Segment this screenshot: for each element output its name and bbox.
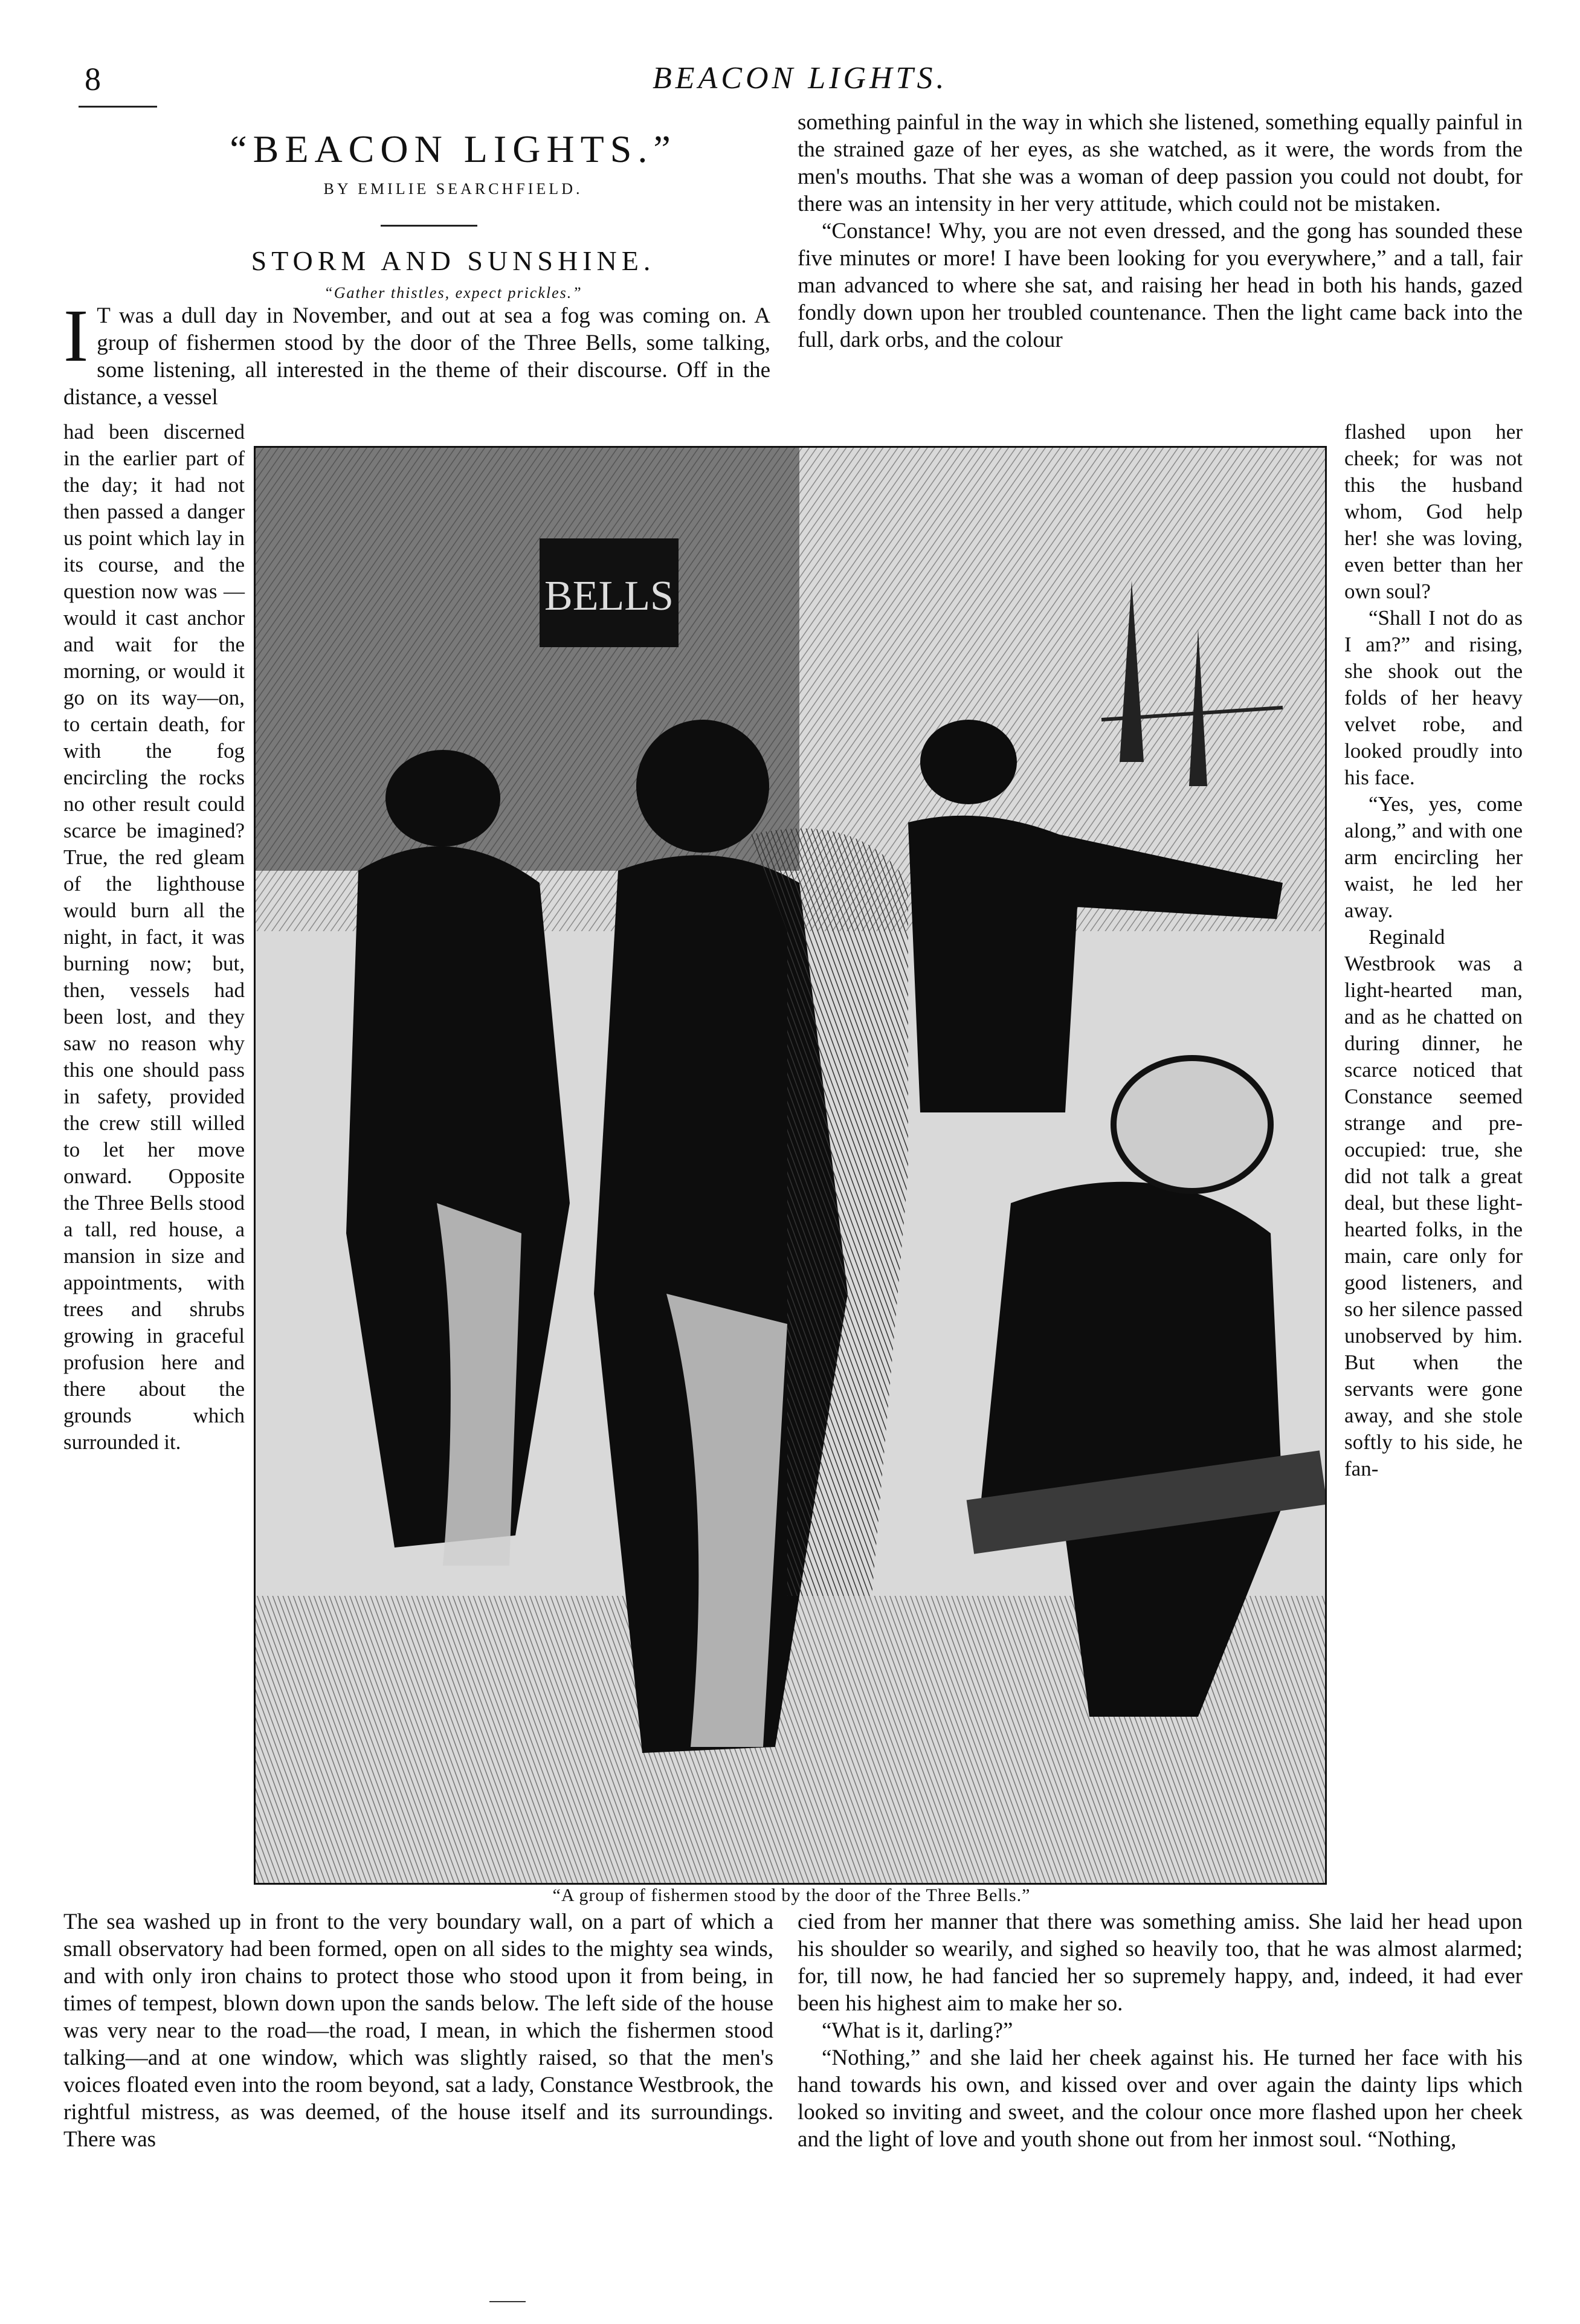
bottom-left-column: The sea washed up in front to the very boundary wall, on a part of which a small observatory had been formed, open on all sides to the mighty sea winds, and with only iron chains to protect those who stood upon it from being, in times of tempest, blown down upon the sands below. The left side of the house was very near to the road—the road, I mean, in which the fishermen stood talking—and at one window, which was slightly raised, so that the men's voices floated even into the room beyond, sat a lady, Constance Westbrook, the rightful mistress, as was deemed, of the house itself and its surroundings. There was bbox=[63, 1909, 773, 2152]
paragraph: cied from her manner that there was something amiss. She laid her head upon his shoulder so wearily, and sighed so heavily too, that he was almost alarmed; for, till now, he had fancied her so supremely happy, and, indeed, it had ever been his highest aim to make her so. bbox=[798, 1909, 1523, 2016]
bottom-right-column bbox=[798, 1908, 1523, 2153]
right-column-text bbox=[1344, 419, 1523, 1482]
motto: “Gather thistles, expect prickles.” bbox=[324, 284, 582, 302]
paragraph: “What is it, darling?” bbox=[822, 2018, 1013, 2043]
paragraph: Reginald Westbrook was a light-hearted man, and as he chatted on during dinner, he scarce noticed that Constance seemed strange and pre-occupied: true, she did not talk a great deal, but these light-hearted folks, in the main, care only for good listeners, and so her silence passed unobserved by him. But when the servants were gone away, and she stole softly to his side, he fan- bbox=[1344, 925, 1523, 1480]
byline: BY EMILIE SEARCHFIELD. bbox=[323, 180, 583, 198]
paragraph: “Nothing,” and she laid her cheek against his. He turned her face with his hand towards his own, and kissed over and over again the dainty lips which looked so inviting and sweet, and the colour once more flashed upon her cheek and the light of love and youth shone out from her inmost soul. “Nothing, bbox=[798, 2045, 1523, 2152]
sign-text: BELLS bbox=[544, 573, 674, 619]
engraving-illustration bbox=[254, 446, 1327, 1885]
paragraph: “Yes, yes, come along,” and with one arm encircling her waist, he led her away. bbox=[1344, 792, 1523, 922]
illustration-caption: “A group of fishermen stood by the door of the Three Bells.” bbox=[552, 1885, 1031, 1905]
left-column-text: had been discerned in the earlier part of the day; it had not then passed a danger us point which lay in its course, and the question now was — would it cast anchor and wait for the morning, or would it go on its way—on, to certain death, for with the fog encircling the rocks no other result could scarce be imagined? True, the red gleam of the lighthouse would burn all the night, in fact, it was burning now; but, then, vessels had been lost, and they saw no reason why this one should pass in safety, provided the crew still willed to let her move onward. Opposite the Three Bells stood a tall, red house, a mansion in size and appointments, with trees and shrubs growing in graceful profusion here and there about the grounds which surrounded it. bbox=[63, 420, 245, 1454]
paragraph: “Constance! Why, you are not even dressed, and the gong has sounded these five minutes or more! I have been looking for you everywhere,” and a tall, fair man advanced to where she sat, and raising her head in both his hands, gazed fondly down upon her troubled countenance. Then the light came back into the full, dark orbs, and the colour bbox=[798, 219, 1523, 352]
paragraph: flashed upon her cheek; for was not this the husband whom, God help her! she was loving, even better than her own soul? bbox=[1344, 420, 1523, 603]
running-head: BEACON LIGHTS. bbox=[653, 61, 948, 95]
paragraph: something painful in the way in which she listened, something equally painful in the strained gaze of her eyes, as she watched, as it were, the words from the men's mouths. That she was a woman of deep passion you could not doubt, for there was an intensity in her very attitude, which could not be mistaken. bbox=[798, 110, 1523, 216]
lead-text: T was a dull day in November, and out at sea a fog was coming on. A group of fishermen stood by the door of the Three Bells, some talking, some listening, all interested in the theme of their discourse. Off in the distance, a vessel bbox=[63, 303, 770, 410]
section-title: STORM AND SUNSHINE. bbox=[251, 245, 656, 276]
footer-mark bbox=[489, 2301, 526, 2302]
story-title: “BEACON LIGHTS.” bbox=[230, 127, 677, 170]
paragraph: “Shall I not do as I am?” and rising, she shook out the folds of her heavy velvet robe, and looked proudly into his face. bbox=[1344, 606, 1523, 789]
header-rule bbox=[79, 106, 157, 108]
drop-cap: I bbox=[63, 294, 89, 377]
page-number: 8 bbox=[85, 61, 101, 97]
title-rule bbox=[381, 225, 477, 227]
top-right-column bbox=[798, 109, 1523, 353]
lead-paragraph bbox=[63, 294, 770, 411]
